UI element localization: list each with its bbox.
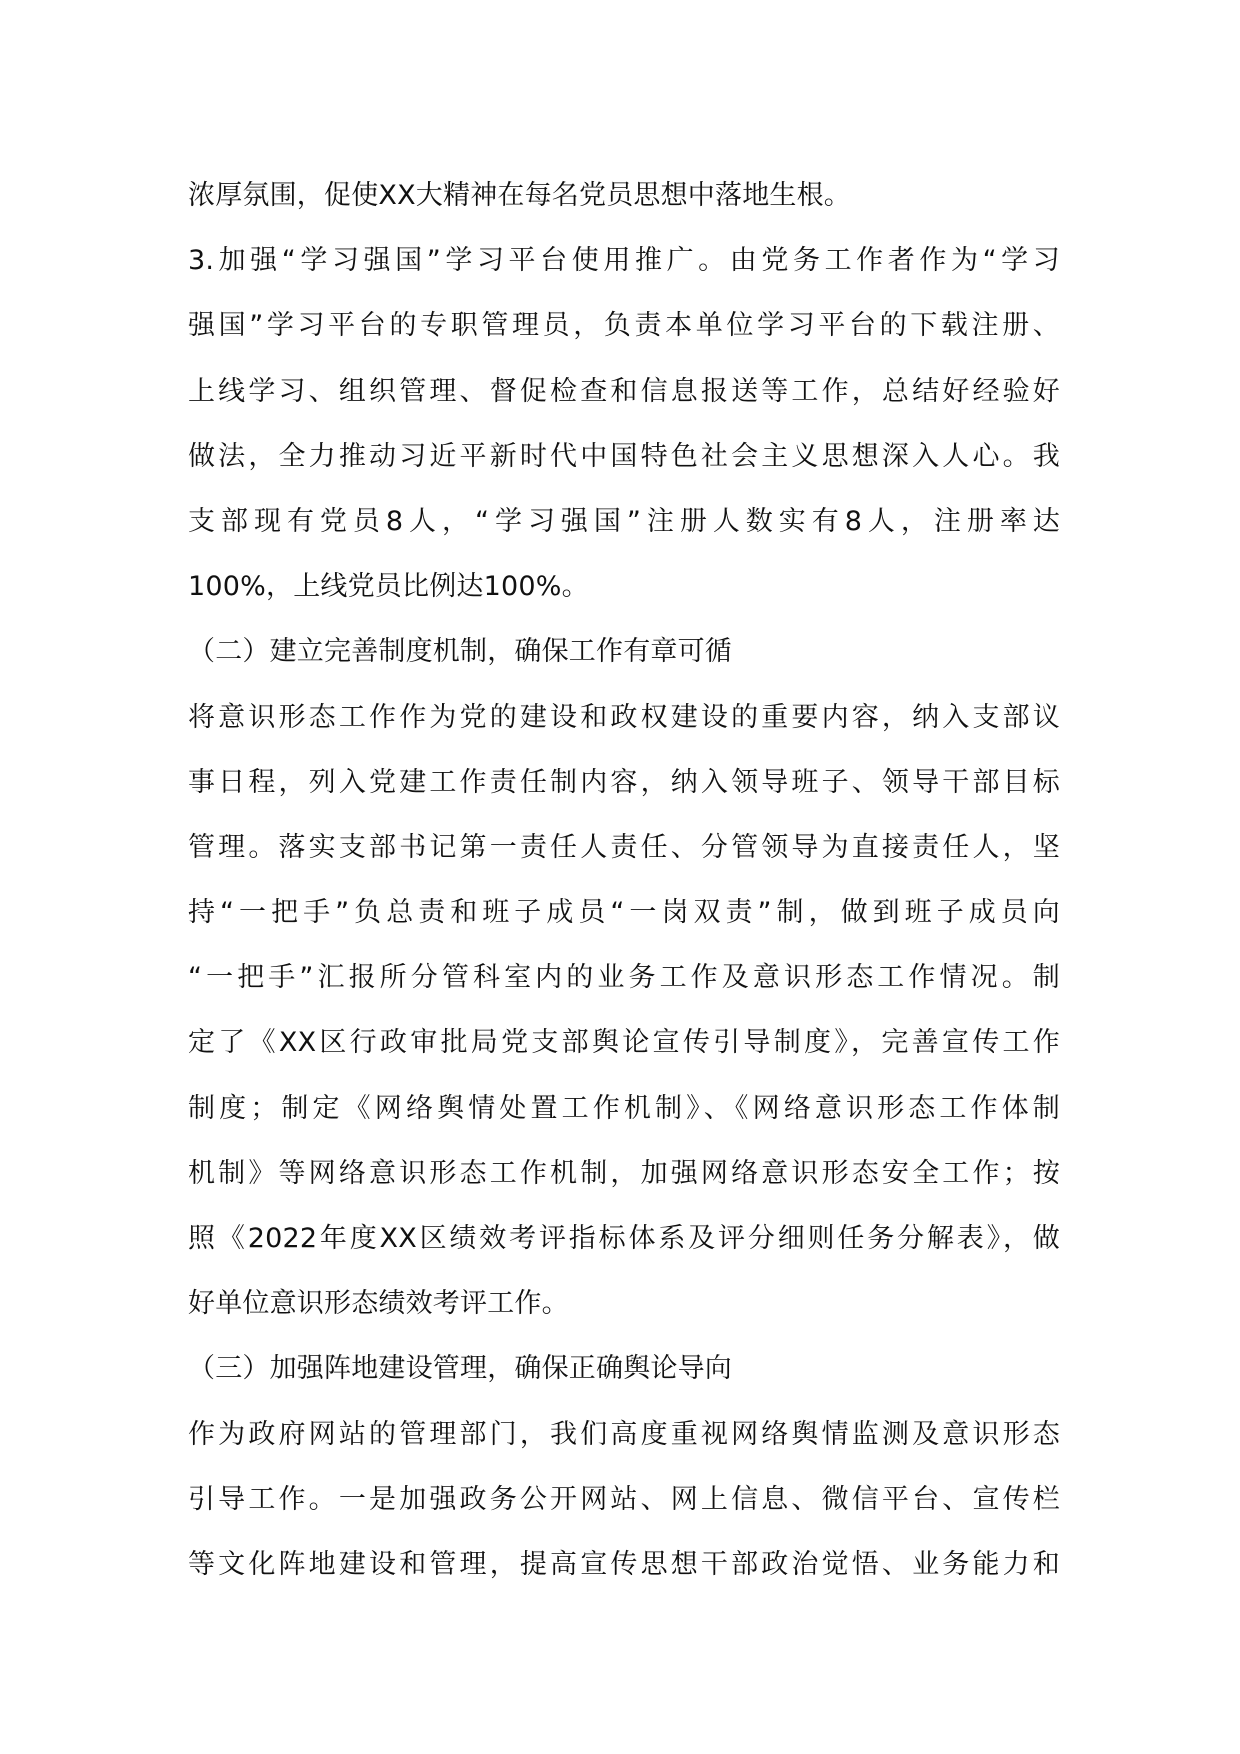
text-line: 上线学习、组织管理、督促检查和信息报送等工作，总结好经验好	[188, 375, 1060, 407]
text-line: 引导工作。一是加强政务公开网站、网上信息、微信平台、宣传栏	[188, 1483, 1060, 1515]
text-line: 做法，全力推动习近平新时代中国特色社会主义思想深入人心。我	[188, 440, 1060, 472]
text-line: 100%，上线党员比例达100%。	[188, 571, 589, 603]
text-line: 管理。落实支部书记第一责任人责任、分管领导为直接责任人，坚	[188, 831, 1060, 863]
text-line: 机制》等网络意识形态工作机制，加强网络意识形态安全工作；按	[188, 1157, 1060, 1189]
text-line: 事日程，列入党建工作责任制内容，纳入领导班子、领导干部目标	[188, 766, 1060, 798]
text-line: 强国”学习平台的专职管理员，负责本单位学习平台的下载注册、	[188, 310, 1060, 342]
text-line: 定了《XX区行政审批局党支部舆论宣传引导制度》，完善宣传工作	[188, 1027, 1060, 1059]
text-line: 将意识形态工作作为党的建设和政权建设的重要内容，纳入支部议	[188, 701, 1060, 733]
text-line: 支部现有党员8人，“学习强国”注册人数实有8人，注册率达	[188, 505, 1060, 537]
text-line: 作为政府网站的管理部门，我们高度重视网络舆情监测及意识形态	[188, 1418, 1060, 1450]
text-line: 持“一把手”负总责和班子成员“一岗双责”制，做到班子成员向	[188, 897, 1060, 929]
section-heading: （二）建立完善制度机制，确保工作有章可循	[188, 636, 732, 668]
text-line: 照《2022年度XX区绩效考评指标体系及评分细则任务分解表》，做	[188, 1223, 1060, 1254]
text-line: 浓厚氛围，促使XX大精神在每名党员思想中落地生根。	[188, 180, 851, 211]
text-line: 等文化阵地建设和管理，提高宣传思想干部政治觉悟、业务能力和	[188, 1548, 1060, 1580]
document-body	[188, 163, 1060, 1597]
section-heading: （三）加强阵地建设管理，确保正确舆论导向	[188, 1353, 732, 1385]
text-line: “一把手”汇报所分管科室内的业务工作及意识形态工作情况。制	[188, 962, 1060, 994]
text-line: 好单位意识形态绩效考评工作。	[188, 1288, 569, 1320]
text-line: 制度；制定《网络舆情处置工作机制》、《网络意识形态工作体制	[188, 1092, 1060, 1124]
text-line: 3.加强“学习强国”学习平台使用推广。由党务工作者作为“学习	[188, 245, 1060, 277]
